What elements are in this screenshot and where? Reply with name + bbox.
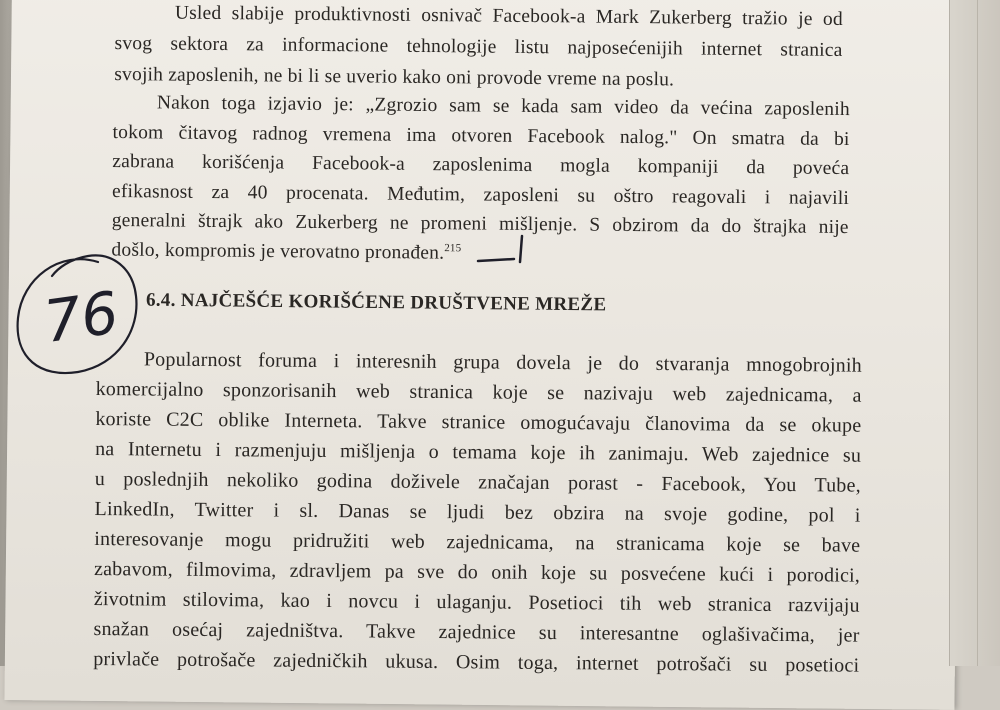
text-line: u poslednjih nekoliko godina doživele značajan porast - Facebook, You Tube,	[94, 467, 861, 497]
handwritten-number: 76	[39, 278, 123, 356]
section-heading: 6.4. NAJČEŠĆE KORIŠĆENE DRUŠTVENE MREŽE	[145, 289, 607, 316]
text-line: LinkedIn, Twitter i sl. Danas se ljudi bez obzira na svoje godine, pol i	[94, 497, 861, 527]
text-line: generalni štrajk ako Zukerberg ne promeni mišljenje. S obzirom da do štrajka nije	[111, 209, 849, 239]
text-line: svojih zaposlenih, ne bi li se uverio kako oni provode vreme na poslu.	[114, 63, 675, 91]
footnote-reference: 215	[444, 242, 462, 255]
text-line: životnim stilovima, kao i novcu i ulaganju. Posetioci tih web stranica razvijaju	[93, 587, 860, 617]
text-line: zabavom, filmovima, zdravljem pa sve do onih koje su posvećene kući i porodici,	[93, 557, 861, 587]
text-line: koriste C2C oblike Interneta. Takve stranice omogućavaju članovima da se okupe	[95, 407, 862, 437]
text-line: privlače potrošače zajedničkih ukusa. Osim toga, internet potrošači su posetioci	[93, 647, 860, 677]
text-line: svog sektora za informacione tehnologije listu najposećenijih internet stranica	[114, 32, 843, 61]
pen-mark	[478, 259, 514, 261]
text-line: Popularnost foruma i interesnih grupa dovela je do stvaranja mnogobrojnih	[143, 348, 862, 377]
text-line: Usled slabije produktivnosti osnivač Facebook-a Mark Zukerberg tražio je od	[174, 2, 843, 30]
text-line: tokom čitavog radnog vremena ima otvoren Facebook nalog." On smatra da bi	[112, 121, 850, 151]
pen-mark	[520, 236, 522, 262]
text-line: efikasnost za 40 procenata. Međutim, zaposleni su oštro reagovali i najavili	[111, 180, 850, 210]
text-line: Nakon toga izjavio je: „Zgrozio sam se kada sam video da većina zaposlenih	[156, 92, 850, 121]
text-line: zabrana korišćenja Facebook-a zaposlenima mogla kompaniji da poveća	[112, 150, 850, 180]
text-line: interesovanje mogu pridružiti web zajednicama, na stranicama koje se bave	[94, 527, 861, 557]
text-line: snažan osećaj zajedništva. Takve zajednice su interesantne oglašivačima, jer	[93, 617, 860, 647]
text-line-content: došlo, kompromis je verovatno pronađen.	[111, 239, 445, 264]
text-line: na Internetu i razmenjuju mišljenja o temama koje ih zanimaju. Web zajednice su	[95, 437, 862, 467]
text-line: komercijalno sponzorisanih web stranica koje se nazivaju web zajednicama, a	[95, 377, 862, 407]
